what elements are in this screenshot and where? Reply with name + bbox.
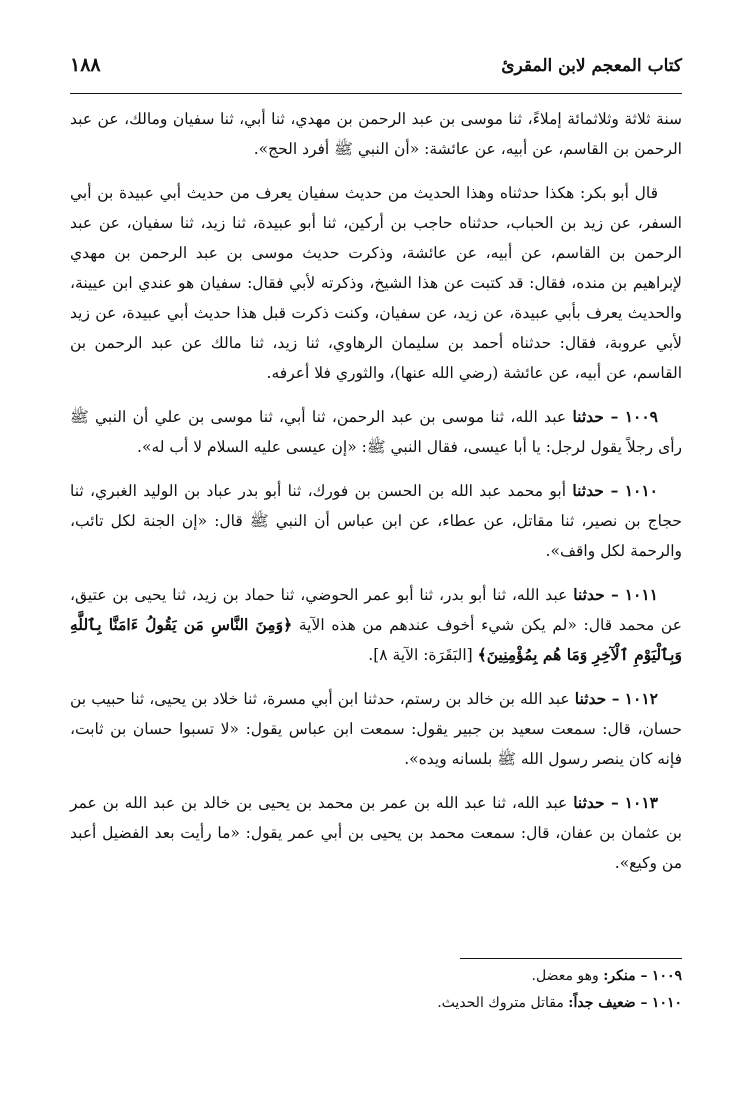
hadith-number: ١٠١٠ — [624, 481, 658, 500]
page-number: ١٨٨ — [70, 54, 101, 76]
footnote-text: مقاتل متروك الحديث. — [437, 995, 564, 1011]
hadith-lead: حدثنا — [573, 585, 605, 604]
footnote-label: منكر: — [603, 968, 636, 984]
hadith-paragraph: ١٠٠٩ – حدثنا عبد الله، ثنا موسى بن عبد الرحمن، ثنا أبي، ثنا موسى بن علي أن النبي ﷺ رأى رجلاً يقول لرجل: يا أبا عيسى، فقال النبي ﷺ: «إن عيسى عليه السلام لا أب له». — [70, 407, 682, 456]
hadith-number: ١٠١١ — [624, 585, 658, 604]
footnote-number: ١٠٠٩ — [651, 968, 682, 984]
footnote: ١٠٠٩ – منكر: وهو معضل. — [531, 968, 682, 984]
hadith-text: عبد الله، ثنا أبو بدر، ثنا أبو عمر الحوضي، ثنا حماد بن زيد، ثنا يحيى بن عتيق، عن محمد قال: «لم يكن شيء أخوف عندهم من هذه الآية — [70, 586, 682, 634]
quran-reference: [البَقَرَة: الآية ٨]. — [368, 646, 473, 664]
footnote-divider — [460, 958, 682, 959]
hadith-number: ١٠١٢ — [624, 689, 658, 708]
page-header — [70, 50, 682, 94]
hadith-text: أبو محمد عبد الله بن الحسن بن فورك، ثنا أبو بدر عباد بن الوليد الغبري، ثنا حجاج بن نصير، ثنا مقاتل، عن عطاء، عن ابن عباس أن النبي ﷺ قال: «إن الجنة لكل تائب، والرحمة لكل واقف». — [70, 482, 682, 560]
hadith-paragraph: ١٠١٢ – حدثنا عبد الله بن خالد بن رستم، حدثنا ابن أبي مسرة، ثنا خلاد بن يحيى، ثنا حبيب بن حسان، قال: سمعت سعيد بن جبير يقول: سمعت ابن عباس يقول: «لا تسبوا حسان بن ثابت، فإنه كان ينصر رسول الله ﷺ بلسانه ويده». — [70, 689, 682, 768]
paragraph-text: سنة ثلاثة وثلاثمائة إملاءً، ثنا موسى بن عبد الرحمن بن مهدي، ثنا أبي، ثنا سفيان ومالك، عن عبد الرحمن بن القاسم، عن أبيه، عن عائشة: «أن النبي ﷺ أفرد الحج». — [70, 110, 682, 158]
hadith-lead: حدثنا — [573, 793, 605, 812]
hadith-paragraph: ١٠١٠ – حدثنا أبو محمد عبد الله بن الحسن بن فورك، ثنا أبو بدر عباد بن الوليد الغبري، ثنا حجاج بن نصير، ثنا مقاتل، عن عطاء، عن ابن عباس أن النبي ﷺ قال: «إن الجنة لكل تائب، والرحمة لكل واقف». — [70, 481, 682, 560]
text-paragraph — [70, 104, 682, 164]
hadith-number: ١٠٠٩ — [624, 407, 658, 426]
hadith-lead: حدثنا — [574, 689, 607, 708]
hadith-text: عبد الله، ثنا عبد الله بن عمر بن محمد بن يحيى بن خالد بن عبد الله بن عمر بن عثمان بن عفان، قال: سمعت محمد بن يحيى بن أبي عمر يقول: «ما رأيت بعد الفضيل أعبد من وكيع». — [70, 794, 682, 872]
footnotes — [70, 963, 682, 1017]
hadith-paragraph: ١٠١١ – حدثنا عبد الله، ثنا أبو بدر، ثنا أبو عمر الحوضي، ثنا حماد بن زيد، ثنا يحيى بن عتيق، عن محمد قال: «لم يكن شيء أخوف عندهم من هذه الآية ﴿وَمِنَ النَّاسِ مَن يَقُولُ ءَامَنَّا بِٱللَّهِ وَبِٱلْيَوْمِ ٱلْآخِرِ وَمَا هُم بِمُؤْمِنِينَ﴾ [البَقَرَة: الآية ٨]. — [70, 585, 682, 664]
hadith-text: عبد الله بن خالد بن رستم، حدثنا ابن أبي مسرة، ثنا خلاد بن يحيى، ثنا حبيب بن حسان، قال: سمعت سعيد بن جبير يقول: سمعت ابن عباس يقول: «لا تسبوا حسان بن ثابت، فإنه كان ينصر رسول الله ﷺ بلسانه ويده». — [70, 690, 682, 768]
hadith-lead: حدثنا — [572, 481, 604, 500]
paragraph-text: قال أبو بكر: هكذا حدثناه وهذا الحديث من حديث سفيان يعرف من حديث أبي عبيدة بن أبي السفر، عن زيد بن الحباب، حدثناه حاجب بن أركين، ثنا أبو عبيدة، ثنا زيد، ثنا سفيان، عن عبد الرحمن بن القاسم، عن أبيه، عن عائشة، وذكرت حديث موسى بن عبد الرحمن بن مهدي لإبراهيم بن منده، فقال: قد كتبت عن هذا الشيخ، وذكرته لأبي فقال: سفيان هو عندي ابن عيينة، والحديث يعرف بأبي عبيدة، عن زيد، عن سفيان، وكنت ذكرت قبل هذا حديث أبي عبيدة، عن زيد لأبي عروبة، فقال: حدثناه أحمد بن سليمان الرهاوي، ثنا زيد، ثنا مالك عن عبد الرحمن بن القاسم، عن أبيه، عن عائشة (رضي الله عنها)، والثوري فلا أعرفه. — [70, 184, 682, 382]
hadith-number: ١٠١٣ — [624, 793, 658, 812]
footnote-number: ١٠١٠ — [651, 995, 682, 1011]
text-paragraph — [70, 178, 682, 388]
footnote-label: ضعيف جداً: — [568, 995, 636, 1011]
main-text — [70, 104, 682, 892]
quran-verse: ﴿وَمِنَ النَّاسِ مَن يَقُولُ ءَامَنَّا بِٱللَّهِ وَبِٱلْيَوْمِ ٱلْآخِرِ وَمَا هُم بِمُؤْمِنِينَ﴾ — [70, 615, 682, 664]
footnote: ١٠١٠ – ضعيف جداً: مقاتل متروك الحديث. — [437, 995, 682, 1011]
book-title: كتاب المعجم لابن المقرئ — [501, 56, 682, 76]
header-divider — [70, 93, 682, 94]
hadith-lead: حدثنا — [572, 407, 604, 426]
footnote-text: وهو معضل. — [531, 968, 599, 984]
hadith-paragraph: ١٠١٣ – حدثنا عبد الله، ثنا عبد الله بن عمر بن محمد بن يحيى بن خالد بن عبد الله بن عمر بن عثمان بن عفان، قال: سمعت محمد بن يحيى بن أبي عمر يقول: «ما رأيت بعد الفضيل أعبد من وكيع». — [70, 793, 682, 872]
hadith-text: عبد الله، ثنا موسى بن عبد الرحمن، ثنا أبي، ثنا موسى بن علي أن النبي ﷺ رأى رجلاً يقول لرجل: يا أبا عيسى، فقال النبي ﷺ: «إن عيسى عليه السلام لا أب له». — [70, 408, 682, 456]
